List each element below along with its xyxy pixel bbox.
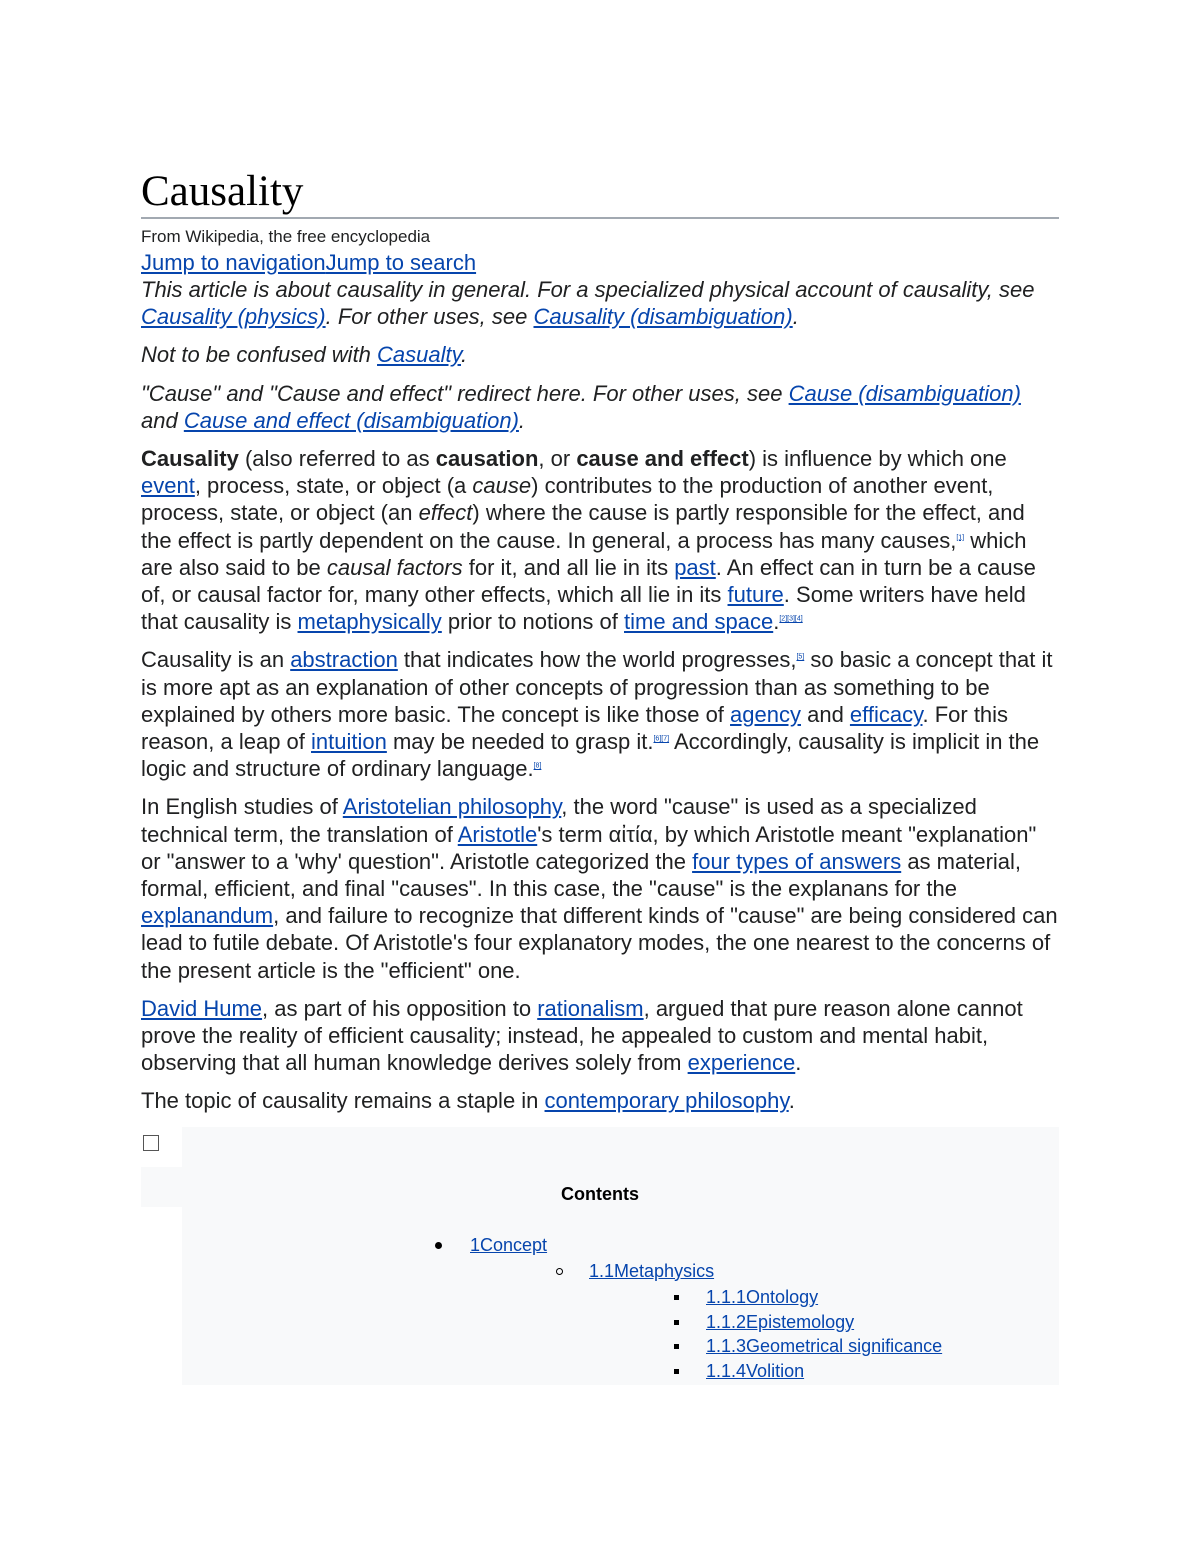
explanandum-link[interactable]: explanandum xyxy=(141,903,274,929)
rationalism-link[interactable]: rationalism xyxy=(537,995,644,1021)
aristotle-link[interactable]: Aristotle xyxy=(457,821,538,847)
abstraction-link[interactable]: abstraction xyxy=(290,647,398,673)
event-link[interactable]: event xyxy=(141,473,195,499)
efficacy-link[interactable]: efficacy xyxy=(849,701,923,727)
toc-item-metaphysics[interactable]: 1.1Metaphysics xyxy=(589,1260,715,1281)
citation-ref[interactable]: [2][3][4] xyxy=(779,615,803,623)
toc-item-ontology[interactable]: 1.1.1Ontology xyxy=(706,1286,819,1307)
toc-item-concept[interactable]: 1Concept xyxy=(470,1234,548,1255)
paragraph-abstraction: Causality is an abstraction that indicates how the world progresses,[5] so basic a concept that it is more apt as an explanation of other concepts of progression than as something to be explained by others more basic. The concept is like those of agency and efficacy. For this reason, a leap of intuition may be needed to grasp it.[6][7] Accordingly, causality is implicit in the logic and structure of ordinary language.[8] xyxy=(141,647,1053,782)
causality-physics-link[interactable]: Causality (physics) xyxy=(141,304,326,330)
experience-link[interactable]: experience xyxy=(687,1050,796,1076)
jump-to-search-link[interactable]: Jump to search xyxy=(325,250,477,275)
causality-disambiguation-link[interactable]: Causality (disambiguation) xyxy=(533,304,793,330)
paragraph-intro: Causality (also referred to as causation, or cause and effect) is influence by which one event, process, state, or object (a cause) contributes to the production of another event, process, state, or object (an effect) where the cause is partly responsible for the effect, and the effect is partly dependent on the cause. In general, a process has many causes,[1] which are also said to be causal factors for it, and all lie in its past. An effect can in turn be a cause of, or causal factor for, many other effects, which all lie in its future. Some writers have held that causality is metaphysically prior to notions of time and space.[2][3][4] xyxy=(141,446,1036,635)
david-hume-link[interactable]: David Hume xyxy=(141,995,263,1021)
table-of-contents xyxy=(141,1127,1059,1389)
bullet-icon xyxy=(674,1344,679,1349)
bullet-icon xyxy=(556,1268,563,1275)
metaphysically-link[interactable]: metaphysically xyxy=(297,609,442,635)
paragraph-aristotle: In English studies of Aristotelian philosophy, the word "cause" is used as a specialized technical term, the translation of Aristotle's term αἰτία, by which Aristotle meant "explanation" or "answer to a 'why' question". Aristotle categorized the four types of answers as material, formal, efficient, and final "causes". In this case, the "cause" is the explanans for the explanandum, and failure to recognize that different kinds of "cause" are being considered can lead to futile debate. Of Aristotle's four explanatory modes, the one nearest to the concerns of the present article is the "efficient" one. xyxy=(141,794,1058,983)
toc-item-volition[interactable]: 1.1.4Volition xyxy=(706,1360,805,1381)
four-types-of-answers-link[interactable]: four types of answers xyxy=(692,848,902,874)
jump-to-navigation-link[interactable]: Jump to navigation xyxy=(141,250,326,275)
cause-disambiguation-link[interactable]: Cause (disambiguation) xyxy=(788,380,1021,406)
page-title: Causality xyxy=(141,168,1059,219)
bullet-icon xyxy=(674,1320,679,1325)
hatnote-physics: This article is about causality in general. For a specialized physical account of causality, see Causality (physics). For other uses, see Causality (disambiguation). xyxy=(141,277,1035,330)
citation-ref[interactable]: [6][7] xyxy=(653,735,670,743)
toc-title: Contents xyxy=(561,1183,639,1204)
agency-link[interactable]: agency xyxy=(730,701,801,727)
toc-item-epistemology[interactable]: 1.1.2Epistemology xyxy=(706,1311,855,1332)
contemporary-philosophy-link[interactable]: contemporary philosophy xyxy=(544,1088,789,1114)
citation-ref[interactable]: [5] xyxy=(796,654,805,662)
time-and-space-link[interactable]: time and space xyxy=(624,609,774,635)
paragraph-hume: David Hume, as part of his opposition to rationalism, argued that pure reason alone cannot prove the reality of efficient causality; instead, he appealed to custom and mental habit, observing that all human knowledge derives solely from experience. xyxy=(141,995,1023,1076)
hatnote-cause-redirect: "Cause" and "Cause and effect" redirect here. For other uses, see Cause (disambiguation) and Cause and effect (disambiguation). xyxy=(141,380,1021,433)
casualty-link[interactable]: Casualty xyxy=(377,342,461,368)
citation-ref[interactable]: [1] xyxy=(956,534,965,542)
citation-ref[interactable]: [8] xyxy=(533,762,542,770)
aristotelian-philosophy-link[interactable]: Aristotelian philosophy xyxy=(342,794,562,820)
bullet-icon xyxy=(674,1295,679,1300)
jump-links xyxy=(141,249,1059,276)
cause-and-effect-disambiguation-link[interactable]: Cause and effect (disambiguation) xyxy=(183,407,519,433)
future-link[interactable]: future xyxy=(727,582,784,608)
paragraph-contemporary: The topic of causality remains a staple in contemporary philosophy. xyxy=(141,1088,795,1114)
toc-toggle-checkbox[interactable] xyxy=(143,1135,159,1151)
past-link[interactable]: past xyxy=(674,554,716,580)
tagline: From Wikipedia, the free encyclopedia xyxy=(141,227,431,246)
bullet-icon xyxy=(435,1242,442,1249)
article xyxy=(141,168,1059,1389)
intuition-link[interactable]: intuition xyxy=(311,729,387,755)
bullet-icon xyxy=(674,1369,679,1374)
hatnote-casualty: Not to be confused with Casualty. xyxy=(141,342,468,368)
toc-item-geometrical-significance[interactable]: 1.1.3Geometrical significance xyxy=(706,1335,943,1356)
